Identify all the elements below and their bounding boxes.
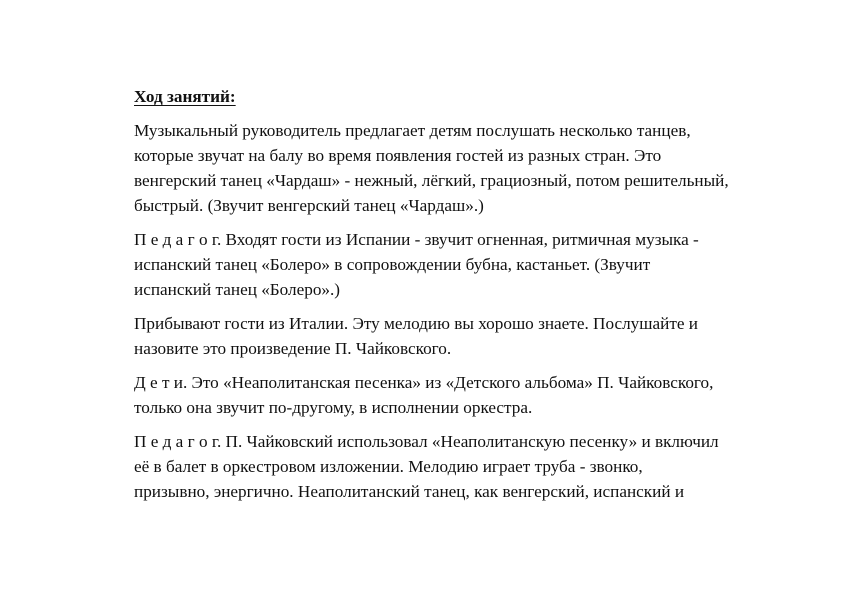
text-line: быстрый. (Звучит венгерский танец «Чардаш».) <box>134 196 484 215</box>
text-line: Д е т и. Это «Неаполитанская песенка» из «Детского альбома» П. Чайковского, <box>134 373 714 392</box>
text-line: испанский танец «Болеро».) <box>134 280 341 299</box>
text-line: призывно, энергично. Неаполитанский танец, как венгерский, испанский и <box>134 482 685 501</box>
text-line: назовите это произведение П. Чайковского. <box>134 339 452 358</box>
section-heading: Ход занятий: <box>134 87 236 106</box>
text-line: Прибывают гости из Италии. Эту мелодию вы хорошо знаете. Послушайте и <box>134 314 698 333</box>
paragraph-children <box>134 370 784 420</box>
text-line: венгерский танец «Чардаш» - нежный, лёгкий, грациозный, потом решительный, <box>134 171 729 190</box>
text-line: Музыкальный руководитель предлагает детям послушать несколько танцев, <box>134 121 691 140</box>
paragraph-italy <box>134 311 784 361</box>
text-line: испанский танец «Болеро» в сопровождении бубна, кастаньет. (Звучит <box>134 255 651 274</box>
text-line: П е д а г о г. П. Чайковский использовал «Неаполитанскую песенку» и включил <box>134 432 719 451</box>
text-line: П е д а г о г. Входят гости из Испании - звучит огненная, ритмичная музыка - <box>134 230 699 249</box>
text-line: её в балет в оркестровом изложении. Мелодию играет труба - звонко, <box>134 457 643 476</box>
paragraph-intro <box>134 118 784 218</box>
document-body <box>134 84 784 513</box>
text-line: которые звучат на балу во время появления гостей из разных стран. Это <box>134 146 662 165</box>
text-line: только она звучит по-другому, в исполнении оркестра. <box>134 398 533 417</box>
paragraph-teacher-spain <box>134 227 784 302</box>
paragraph-teacher-tchaikovsky <box>134 429 784 504</box>
